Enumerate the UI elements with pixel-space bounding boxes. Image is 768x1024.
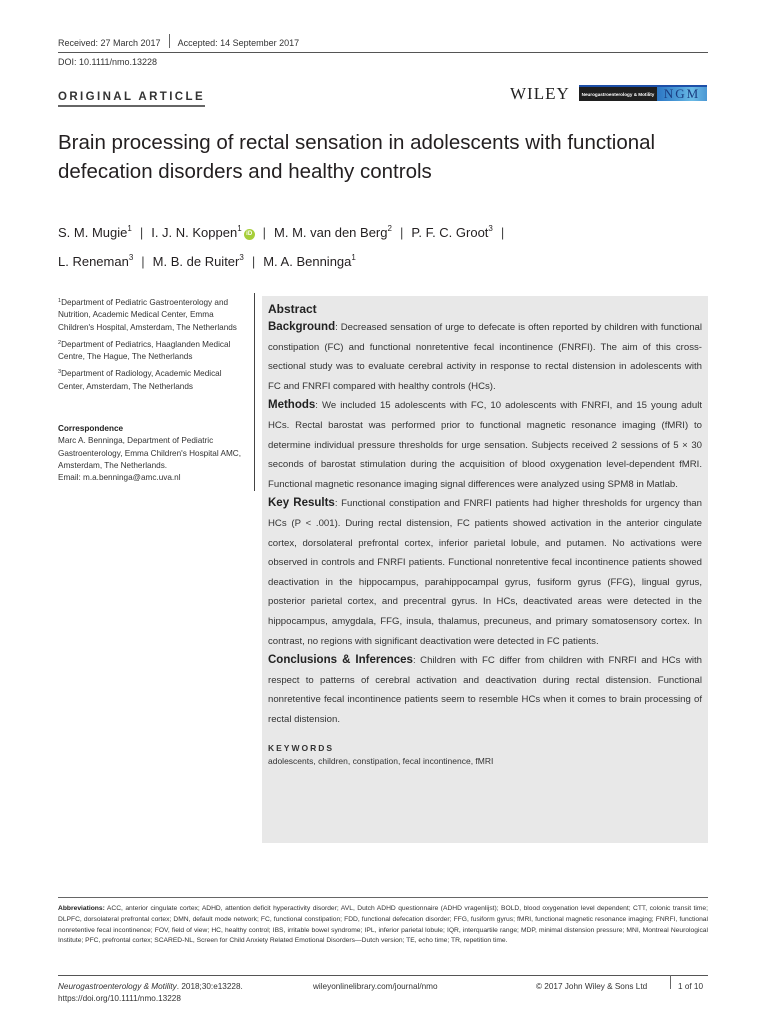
- doi: DOI: 10.1111/nmo.13228: [58, 57, 158, 67]
- affiliation: $^2$Department of Pediatrics, Haaglanden Medical Centre, The Hague, The Netherlands: [58, 339, 231, 362]
- footer-citation: Neurogastroenterology & Motility. 2018;30:e13228.: [58, 982, 243, 991]
- footer-doi-link[interactable]: https://doi.org/10.1111/nmo.13228: [58, 994, 181, 1003]
- abstract-methods: Methods: We included 15 adolescents with FC, 10 adolescents with FNRFI, and 15 young adult HCs. Rectal barostat was performed prior to functional magnetic resonance imaging (fMRI) to determine individual pressure thresholds for urge sensation. Subjects received 2 sessions of 5 × 30 seconds of barostat stimulation during the acquisition of blood oxygenation level-dependent fMRI. Functional magnetic resonance imaging signal differences were analyzed using SPM8 in Matlab.: [268, 399, 702, 490]
- abstract-heading: Abstract: [268, 302, 317, 316]
- author-list: S. M. Mugie$^1$ | I. J. N. Koppen$^1$iD | M. M. van den Berg$^2$ | P. F. C. Groot$^3$ | L. Reneman$^3$ | M. B. de Ruiter$^3$ | M. A. Benninga$^1$: [58, 224, 505, 269]
- keywords-heading: KEYWORDS: [268, 743, 335, 754]
- correspondence-email[interactable]: Email: m.a.benninga@amc.uva.nl: [58, 473, 181, 483]
- abbreviations: [58, 897, 708, 947]
- divider: [670, 975, 671, 989]
- journal-logo: [579, 85, 707, 101]
- orcid-icon[interactable]: iD: [244, 229, 255, 240]
- article-type: ORIGINAL ARTICLE: [58, 91, 205, 107]
- author[interactable]: M. A. Benninga$^1$: [263, 253, 356, 269]
- keywords: adolescents, children, constipation, fecal incontinence, fMRI: [268, 756, 494, 767]
- abbreviations-text: ACC, anterior cingulate cortex; ADHD, attention deficit hyperactivity disorder; AVL, Dutch ADHD questionnaire (ADHD vragenlijst); BOLD, blood oxygenation level dependent; CTT, colonic transit time; DLPFC, dorsolateral prefrontal cortex; DMN, default mode network; FC, functional constipation; FDD, functional defecation disorder; FFG, fusiform gyrus; fMRI, functional magnetic resonance imaging; FNRFI, functional nonretentive fecal incontinence; FOV, field of view; HC, healthy control; IBS, irritable bowel syndrome; IPL, inferior parietal lobule; IQR, interquartile range; MDP, minimal distension pressure; MNI, Montreal Neurological Institute; PFC, prefrontal cortex; SCARED-NL, Screen for Child Anxiety Related Emotional Disorders—Dutch version; TE, echo time; TR, repetition time.: [58, 905, 708, 945]
- footer-copyright: © 2017 John Wiley & Sons Ltd: [536, 982, 648, 991]
- author[interactable]: L. Reneman$^3$: [58, 253, 134, 269]
- journal-logo-text: Neurogastroenterology & Motility: [579, 87, 657, 101]
- author[interactable]: I. J. N. Koppen$^1$iD: [151, 225, 254, 240]
- affiliation: $^1$Department of Pediatric Gastroenterology and Nutrition, Academic Medical Center, Emma Children's Hospital, Amsterdam, The Netherlands: [58, 298, 237, 332]
- footer-journal-link[interactable]: wileyonlinelibrary.com/journal/nmo: [313, 982, 438, 991]
- affiliations: [58, 295, 248, 396]
- journal-logo-abbrev: NGM: [657, 87, 707, 101]
- abstract-background: Background: Decreased sensation of urge to defecate is often reported by children with functional constipation (FC) and functional nonretentive fecal incontinence (FNRFI). The aim of this cross-sectional study was to evaluate cerebral activity in response to rectal distension in adolescents with FC and FNRFI compared with healthy controls (HCs).: [268, 321, 702, 392]
- abstract-conclusions: Conclusions & Inferences: Children with FC differ from children with FNRFI and HCs with respect to patterns of cerebral activation and deactivation during rectal distension. Functional nonretentive fecal incontinence patients seem to resemble HCs when it comes to brain processing of rectal distension.: [268, 654, 703, 725]
- abbreviations-label: Abbreviations:: [58, 905, 105, 912]
- received-date: Received: 27 March 2017: [58, 38, 161, 48]
- correspondence: [58, 423, 248, 484]
- publication-dates: [58, 38, 708, 53]
- divider: [169, 34, 170, 48]
- author[interactable]: P. F. C. Groot$^3$: [411, 224, 493, 240]
- column-divider: [254, 293, 255, 491]
- abstract-key-results: Key Results: Functional constipation and FNRFI patients had higher thresholds for urgency than HCs (P < .001). During rectal distension, FC patients showed activation in the anterior cingulate cortex, dorsolateral prefrontal cortex, inferior parietal lobule, and putamen. No activations were observed in controls and FNRFI patients. Functional nonretentive fecal incontinence patients showed deactivation in the hippocampus, parahippocampal gyrus, fusiform gyrus (FFG), lingual gyrus, posterior parietal cortex, and precentral gyrus. In HCs, deactivated areas were detected in the hippocampus, amygdala, FFG, insula, thalamus, precuneus, and primary somatosensory cortex. In contrast, no regions with significant deactivation were detected in FC patients.: [268, 497, 702, 647]
- correspondence-text: Marc A. Benninga, Department of Pediatric Gastroenterology, Emma Children's Hospital AMC, Amsterdam, The Netherlands.: [58, 436, 241, 470]
- publisher-logo: WILEY: [510, 84, 570, 103]
- affiliation: $^3$Department of Radiology, Academic Medical Center, Amsterdam, The Netherlands: [58, 369, 222, 391]
- page-number: 1 of 10: [678, 982, 704, 991]
- author[interactable]: M. M. van den Berg$^2$: [274, 224, 392, 240]
- author[interactable]: S. M. Mugie$^1$: [58, 224, 132, 240]
- author[interactable]: M. B. de Ruiter$^3$: [152, 253, 244, 269]
- correspondence-heading: Correspondence: [58, 424, 124, 433]
- accepted-date: Accepted: 14 September 2017: [177, 38, 300, 48]
- article-title: Brain processing of rectal sensation in adolescents with functional defecation disorders and healthy controls: [58, 131, 656, 183]
- page-footer: [58, 975, 708, 1003]
- abstract-box: [262, 296, 708, 843]
